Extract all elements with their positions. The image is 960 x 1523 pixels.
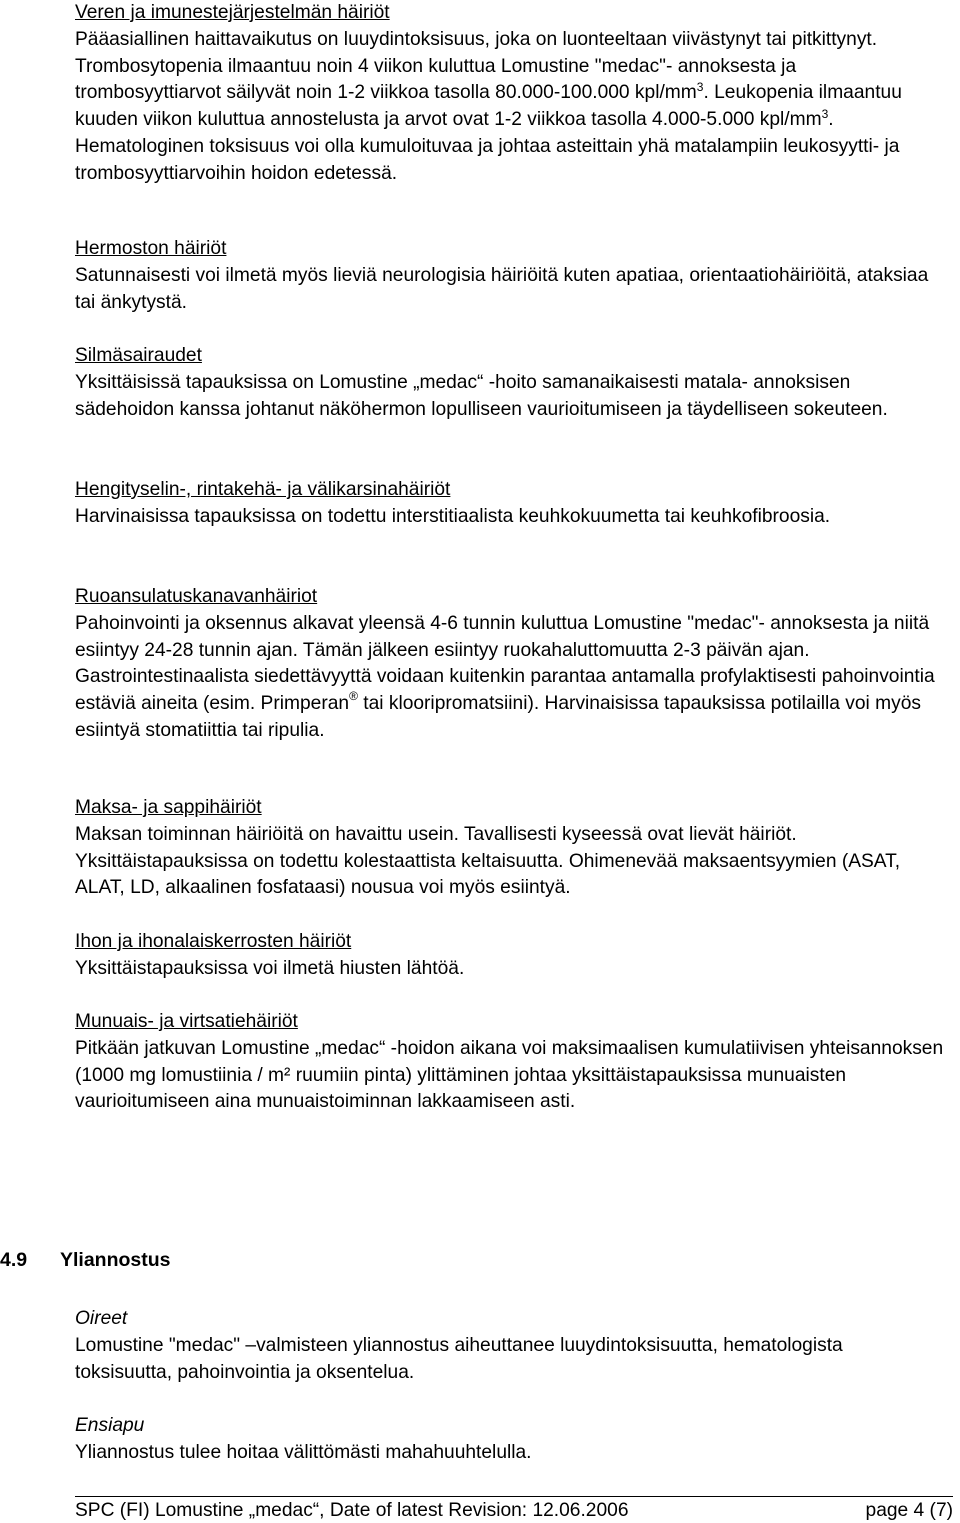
section-number: 4.9 (0, 1249, 28, 1271)
superscript: 3 (821, 107, 829, 122)
registered-mark: ® (349, 689, 358, 704)
section-4-9-heading (0, 1246, 171, 1274)
section-gastro (75, 584, 945, 745)
section-heading: Veren ja imunestejärjestelmän häiriöt (75, 2, 390, 23)
footer-page-number: page 4 (7) (865, 1500, 953, 1521)
section-skin (75, 929, 945, 983)
section-text: Maksan toiminnan häiriöitä on havaittu usein. Tavallisesti kyseessä ovat lievät häiriöt. Yksittäistapauksissa on todettu kolestaattista keltaisuutta. Ohimenevää maksaentsyymien (ASAT, ALAT, LD, alkaalinen fosfataasi) nousua voi myös esiintyä. (75, 823, 901, 899)
subheading: Ensiapu (75, 1415, 145, 1436)
section-text: Pahoinvointi ja oksennus alkavat yleensä 4-6 tunnin kuluttua Lomustine "medac"- annoksesta ja niitä esiintyy 24-28 tunnin ajan. Tämän jälkeen esiintyy ruokahaluttomuutta 2-3 päivän ajan. Gastrointestinaalista siedettävyyttä voidaan kuitenkin parantaa antamalla profylaktisesti pahoinvointia estäviä aineita (esim. Primperan® tai klooripromatsiini). Harvinaisissa tapauksissa potilailla voi myös esiintyä stomatiittia tai ripulia. (75, 612, 935, 741)
section-text: Harvinaisissa tapauksissa on todettu interstitiaalista keuhkokuumetta tai keuhkofibroosia. (75, 505, 831, 527)
section-liver (75, 795, 945, 902)
section-text: Satunnaisesti voi ilmetä myös lieviä neurologisia häiriöitä kuten apatiaa, orientaatiohäiriöitä, ataksiaa tai änkytystä. (75, 264, 929, 313)
section-heading: Silmäsairaudet (75, 345, 202, 366)
section-heading: Munuais- ja virtsatiehäiriöt (75, 1011, 298, 1032)
section-heading: Ruoansulatuskanavanhäiriot (75, 586, 318, 607)
section-text: Yksittäisissä tapauksissa on Lomustine „medac“ -hoito samanaikaisesti matala- annoksisen sädehoidon kanssa johtanut näköhermon lopulliseen vaurioitumiseen ja täydelliseen sokeuteen. (75, 371, 888, 420)
section-text: Lomustine "medac" –valmisteen yliannostus aiheuttanee luuydintoksisuutta, hematologista toksisuutta, pahoinvointia ja oksentelua. (75, 1334, 843, 1383)
overdose-first-aid (75, 1413, 945, 1467)
section-heading: Hengityselin-, rintakehä- ja välikarsinahäiriöt (75, 479, 451, 500)
section-title: Yliannostus (60, 1249, 171, 1271)
section-nervous (75, 236, 945, 316)
section-text: Yksittäistapauksissa voi ilmetä hiusten lähtöä. (75, 957, 465, 979)
section-respiratory (75, 477, 945, 531)
superscript: 3 (696, 80, 704, 95)
section-eye (75, 343, 945, 423)
page-footer (75, 1496, 953, 1523)
subheading: Oireet (75, 1308, 128, 1329)
section-heading: Maksa- ja sappihäiriöt (75, 797, 262, 818)
section-text: Pitkään jatkuvan Lomustine „medac“ -hoidon aikana voi maksimaalisen kumulatiivisen yhteisannoksen (1000 mg lomustiinia / m² ruumiin pinta) ylittäminen johtaa yksittäistapauksissa munuaisten vaurioitumiseen aina munuaistoiminnan lakkaamiseen asti. (75, 1037, 944, 1113)
section-heading: Ihon ja ihonalaiskerrosten häiriöt (75, 931, 352, 952)
section-text: Yliannostus tulee hoitaa välittömästi mahahuuhtelulla. (75, 1441, 532, 1463)
footer-document-info: SPC (FI) Lomustine „medac“, Date of latest Revision: 12.06.2006 (75, 1500, 629, 1521)
section-renal (75, 1009, 945, 1116)
section-text: Pääasiallinen haittavaikutus on luuydintoksisuus, joka on luonteeltaan viivästynyt tai pitkittynyt. Trombosytopenia ilmaantuu noin 4 viikon kuluttua Lomustine "medac"- annoksesta ja trombosyyttiarvot säilyvät noin 1-2 viikkoa tasolla 80.000-100.000 kpl/$mm^3$. Leukopenia ilmaantuu kuuden viikon kuluttua annostelusta ja arvot ovat 1-2 viikkoa tasolla 4.000-5.000 kpl/$mm^3$. Hematologinen toksisuus voi olla kumuloituvaa ja johtaa asteittain yhä matalampiin leukosyytti- ja trombosyyttiarvoihin hoidon edetessä. (75, 28, 902, 184)
overdose-symptoms (75, 1306, 945, 1386)
section-blood (75, 0, 945, 188)
section-heading: Hermoston häiriöt (75, 238, 227, 259)
